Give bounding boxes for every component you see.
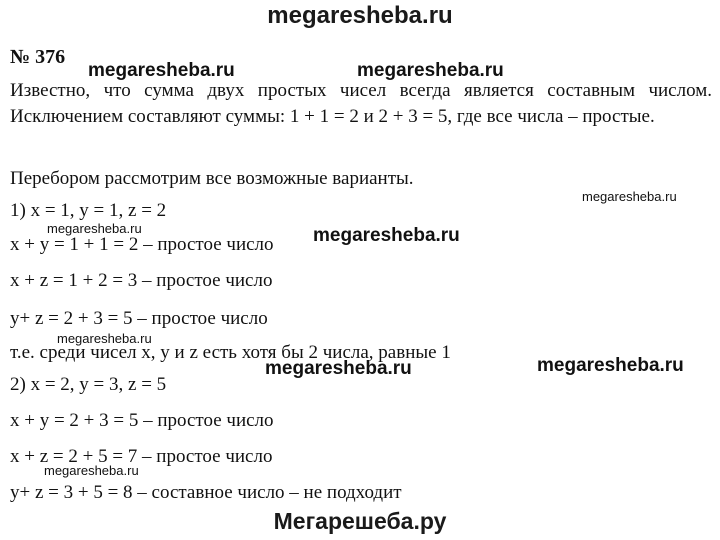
- case1-title: 1) x = 1, y = 1, z = 2: [10, 200, 167, 221]
- case2-line-3: y+ z = 3 + 5 = 8 – составное число – не подходит: [10, 482, 402, 503]
- site-footer: Мегарешеба.ру: [273, 508, 447, 534]
- problem-number: № 376: [10, 46, 66, 68]
- watermark: megaresheba.ru: [88, 60, 235, 81]
- site-header: megaresheba.ru: [267, 2, 453, 29]
- watermark: megaresheba.ru: [47, 221, 142, 236]
- case1-conclusion: т.е. среди чисел x, y и z есть хотя бы 2 числа, равные 1: [10, 342, 451, 363]
- case1-line-3: y+ z = 2 + 3 = 5 – простое число: [10, 308, 268, 329]
- method-text: Перебором рассмотрим все возможные варианты.: [10, 168, 414, 189]
- intro-paragraph: Известно, что сумма двух простых чисел всегда является составным числом. Исключением составляют суммы: 1 + 1 = 2 и 2 + 3 = 5, где все числа – простые.: [10, 80, 712, 127]
- case2-line-1: x + y = 2 + 3 = 5 – простое число: [10, 410, 274, 431]
- watermark: megaresheba.ru: [357, 60, 504, 81]
- watermark: megaresheba.ru: [313, 225, 460, 246]
- case2-title: 2) x = 2, y = 3, z = 5: [10, 374, 167, 395]
- case2-line-2: x + z = 2 + 5 = 7 – простое число: [10, 446, 273, 467]
- watermark: megaresheba.ru: [537, 355, 684, 376]
- case1-line-2: x + z = 1 + 2 = 3 – простое число: [10, 270, 273, 291]
- case1-line-1: x + y = 1 + 1 = 2 – простое число: [10, 234, 274, 255]
- watermark: megaresheba.ru: [57, 331, 152, 346]
- watermark: megaresheba.ru: [44, 463, 139, 478]
- watermark: megaresheba.ru: [582, 189, 677, 204]
- watermark: megaresheba.ru: [265, 358, 412, 379]
